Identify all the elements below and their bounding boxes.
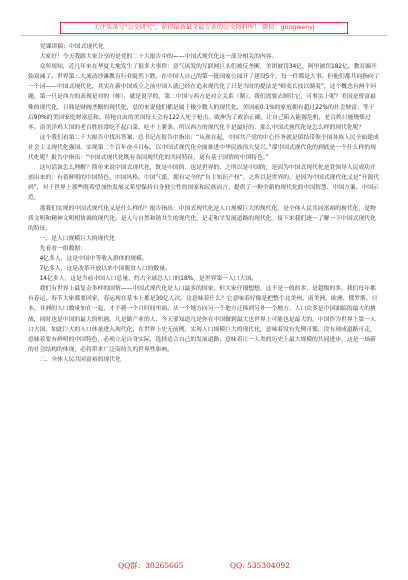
- footer-qq: QQ: 535304092: [229, 561, 291, 570]
- paragraph: 那我们实现的中国式现代化又是什么样的？报告指出：中国式现代化是人口规模巨大的现代化，是全体人民共同富裕的现代化，是物质文明和精神文明相协调的现代化，是人与自然和谐共生的现代化，是走和平发展道路的现代化。接下来我们逐一了解一下中国式现代化的特征。: [28, 205, 376, 232]
- promo-banner: 关注头条号"公文研究"，获得最新最全最专业的公文资料库！ 微信：gongwenyj: [60, 22, 348, 34]
- header-divider: [20, 35, 388, 36]
- paragraph: 大家好！今天我跟大家分享的是党的二十大报告中的——中国式现代化这一部分相关的内容。: [39, 54, 278, 61]
- paragraph: 这句话该怎么理解？简单来说中国式现代化，既是中国的，也是世界的，之所以是中国的，是因为中国式现代化是党领导人民成功开创出来的，有着鲜明的中国特色，中国风格、中国气派，拥有完全的“自主知识产权”，之所以是世界的，是因为中国式现代化又是“开源代码”，对于世界上那些既希望加快发展又希望保持自身独立性的国家和民族而言，提供了一种全新的现代化的中国智慧、中国方案、中国示范。: [28, 165, 380, 202]
- document-title: 党课讲稿：中国式现代化: [40, 44, 104, 50]
- paragraph: 这个我们看第二十大报告中找出答案，总书记在报告中指出：“从现在起，中国共产党的中心任务就是团结带领全国各族人民全面建成社会主义现代化强国、实现第二个百年奋斗目标，以中国式现代化全面推进中华民族伟大复兴。”那中国式现代化的到底是一个什么样的现代化呢？报告中指出：“中国式现代化既有各国现代化的共同特征，更有基于国情的中国特色。”: [28, 134, 379, 162]
- paragraph: 我们有世界上最复杂多样的国情——中国式现代化是人口最多的国家。但大家仔细想想，这不是一般的多，是超级的多。我们每年都有春运，春节大家都要回家，春运现在基本上都是30亿人次。这意味着什么？它意味着好像是把整个北美州、南美洲、欧洲、俄罗斯、日本、非洲的人口数量加在一起，才不到一个月时间里面，从一个地方向另一个地方迁移到另外一个地方。人口众多是中国面临的最大的挑战，同时也是中国的最大的机遇。凡是做产业的人，今天要知道凡是你在中国做到最大也世界上可能也是最大的，中国作为世界上第一人口大国，如此巨大的人口体量进入现代化，在世界上史无前例，实现人口规模巨大的现代化，意味着没有先例可循，没有现成道路可走，意味着要有鲜明的中国特色，必须立足自身实际，选择适合自己的发展道路；意味着让一人类的历史上最大规模的共同进步，这是一场新的社会结构的体现，必将带来广泛而持久的世界性影响。: [28, 286, 378, 353]
- section-heading: 一、是人口规模巨大的现代化: [39, 235, 115, 242]
- stat-line: 7亿多人，这是改革开放以来中国脱贫人口的数量。: [39, 266, 171, 273]
- document-body: [28, 42, 380, 365]
- footer-contact: [0, 560, 408, 571]
- paragraph: 先看看一组数据：: [39, 245, 86, 252]
- footer-qq-group: QQ群：30265665: [117, 561, 184, 570]
- section-heading: 二、全体人民共同富裕的现代化: [39, 356, 121, 363]
- stat-line: 14亿多人，这是当前中国人口总量，约占全球总人口的18%，是世界第一人口大国。: [39, 276, 257, 283]
- stat-line: 4亿多人，这是中国中等收入群体的规模。: [39, 255, 148, 262]
- paragraph: 众所周知，近几年来在华夏大地发生了很多大事件：意气风发的互联网巨头们被反垄断，美团被罚34亿，阿里被罚182亿。教育圈开始双减了，世界第二大流动沙滩教育行业陡然下跌。在中国人自己的第一批国家公园开了建设5个，每一件都是大事。但他们都共同指向了一个词——中国式现代化。其实在新中国成立之前中国人就已经在追求现代化了只是当时的提法是“师夷长技以制夷”，这个概念有两个问题，第一只是西方的表现是对的（师），就是说学的，第二中国与西方是对立关系（制），我们需要去制住它，可事实上呢？美国是资富悬殊的现代化，日韩是财阀垄断的现代化，总的来说他们都是属于极少数人的现代化，美国前0.1%的家庭拥有超过22%的社会财富；等于后90%的美国家庭财富总和。持枪自由的美国每天会有122人死于枪击。欧洲为了政治正确，让自己陷入能源危机，老百姓只能烧柴过冬。南美洋鸡大国的老百姓经常吃不起白菜，吃不上薯条。所以西方的现代化不是最好的，那么中国式现代化是怎么样的现代化呢？: [28, 64, 380, 131]
